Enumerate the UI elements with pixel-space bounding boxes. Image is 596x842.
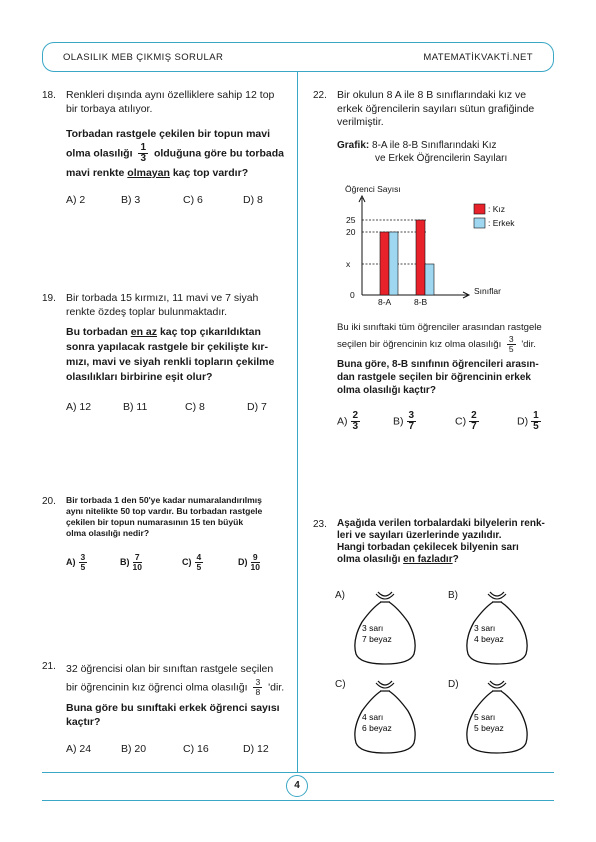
text-line: Bir okulun 8 A ile 8 B sınıflarındaki kız ve [337,89,527,101]
text-span: olma olasılığı [66,147,133,160]
question-22 [313,89,558,165]
bag-text-1: 5 sarı [474,712,496,722]
question-text [66,292,292,319]
numerator: 3 [408,410,415,421]
underlined-word: en fazladır [403,554,453,565]
numerator: 2 [471,410,477,421]
page-header [42,42,554,72]
text-line: mızı, mavi ve siyah renkli topların çekilme [66,356,275,368]
option-b[interactable] [393,411,455,432]
question-text [66,660,294,697]
option-label: B) [393,415,404,428]
numerator: 3 [80,552,86,562]
bar [416,220,425,295]
bag-text-1: 3 sarı [474,623,496,633]
x-axis-label: Sınıflar [474,286,501,296]
legend-swatch [474,204,485,214]
bag-text-2: 7 beyaz [362,634,392,644]
underlined-word: olmayan [127,167,170,179]
bag-icon-a [350,588,420,668]
denominator: 10 [132,562,142,572]
denominator: 5 [533,421,539,432]
bag-text-2: 5 beyaz [474,723,504,733]
denominator: 3 [352,421,359,432]
graph-title: 8-A ile 8-B Sınıflarındaki Kız [372,139,497,151]
text-span: ? [452,554,459,565]
option-d[interactable]: D) 8 [243,194,263,206]
bag-icon-c [350,677,420,757]
fraction [407,411,417,432]
bag-text-1: 4 sarı [362,712,384,722]
numerator: 4 [196,552,202,562]
x-tick-label: 8-B [414,297,428,307]
bag-option-b[interactable] [448,585,458,603]
question-number: 23. [313,519,327,530]
option-label: A) [337,415,348,428]
option-label: B) [120,556,130,567]
text-line: bir torbaya atılıyor. [66,102,153,115]
y-tick-label: 20 [346,227,356,237]
text-line: olma olasılığı kaçtır? [337,385,436,396]
legend-label: : Erkek [488,218,515,228]
denominator: 5 [80,562,86,572]
text-line [337,554,558,566]
bag-text-2: 6 beyaz [362,723,392,733]
graph-title-2: ve Erkek Öğrencilerin Sayıları [375,152,508,164]
y-tick-label: 25 [346,215,356,225]
bar [425,264,434,295]
question-22-continued [337,320,559,432]
bag-option-c[interactable] [335,674,346,692]
text-line: aynı nitelikte 50 top vardır. Bu torbadan rastgele [66,506,263,516]
fraction [195,553,204,572]
text-span: mavi renkte [66,167,125,179]
text-line [66,164,292,182]
fraction [351,411,361,432]
option-label: D) [517,415,529,428]
bar-chart [318,180,554,310]
question-number: 19. [42,293,56,304]
numerator: 1 [533,410,539,421]
fraction [507,335,516,354]
denominator: 8 [255,687,261,697]
text-line: Buna göre bu sınıftaki erkek öğrenci sayısı [66,702,280,714]
question-number: 22. [313,90,327,101]
text-span: kaç top çıkarıldıktan [159,326,261,338]
text-line: çekilen bir topun numarasının 15 ten büyük [66,517,244,527]
text-line: sonra yapılacak rastgele bir çekilişte kır- [66,341,268,353]
text-line: Bu iki sınıftaki tüm öğrenciler arasından rastgele [337,322,542,333]
question-prompt [337,518,558,566]
text-span: 'dir. [521,339,536,351]
fraction [531,411,541,432]
fraction [251,553,260,572]
fraction [469,411,479,432]
option-label: A) [66,556,76,567]
text-line: 32 öğrencisi olan bir sınıftan rastgele seçilen [66,663,274,675]
text-line: olma olasılığı nedir? [66,528,150,538]
option-label: A) [335,590,345,601]
graph-label: Grafik: [337,139,370,151]
text-line [337,335,559,354]
text-line [66,678,294,697]
option-c[interactable]: C) 6 [183,194,203,206]
option-b[interactable]: B) 11 [123,401,148,413]
option-label: D) [238,556,248,567]
option-label: D) [448,679,459,690]
question-prompt [66,125,292,182]
y-tick-label: x [346,259,351,269]
x-tick-label: 8-A [378,297,392,307]
option-d[interactable] [517,411,544,432]
footer-line-bottom [42,800,554,801]
option-c[interactable] [182,553,238,572]
header-site: MATEMATİKVAKTİ.NET [423,52,533,63]
text-span: olduğuna göre bu torbada [153,147,285,160]
fraction [138,143,148,164]
option-label: C) [455,415,467,428]
question-prompt [66,325,292,385]
text-line: Bir torbada 15 kırmızı, 11 mavi ve 7 siyah [66,292,259,304]
text-span: 'dir. [268,681,285,694]
text-line: Torbadan rastgele çekilen bir topun mavi [66,128,271,140]
numerator: 2 [352,410,359,421]
header-title: OLASILIK MEB ÇIKMIŞ SORULAR [63,52,224,63]
question-prompt [66,495,292,539]
y-axis-label: Öğrenci Sayısı [345,184,401,194]
bag-text-1: 3 sarı [362,623,384,633]
fraction [253,678,262,697]
option-b[interactable]: B) 3 [121,194,141,206]
text-line: Renkleri dışında aynı özelliklere sahip 12 top [66,89,275,101]
denominator: 5 [196,562,202,572]
question-21 [42,660,294,757]
text-line: leri ve sayıları üzerlerinde yazılıdır. [337,530,502,541]
numerator: 9 [252,552,258,562]
fraction [133,553,142,572]
option-c[interactable] [455,411,517,432]
text-span: kaç top vardır? [172,167,249,179]
legend-swatch [474,218,485,228]
bag-text-2: 4 beyaz [474,634,504,644]
denominator: 10 [250,562,260,572]
question-18 [42,89,292,208]
option-label: C) [335,679,346,690]
answer-options [66,743,294,757]
question-text [337,320,559,354]
option-label: B) [448,590,458,601]
question-19 [42,292,292,415]
text-line: renkte özdeş toplar bulunmaktadır. [66,305,228,318]
legend-label: : Kız [488,204,506,214]
option-label: C) [182,556,192,567]
column-divider [297,72,298,772]
option-a[interactable]: A) 2 [66,194,86,206]
bag-icon-b [462,588,532,668]
question-20 [42,495,292,572]
bar [380,232,389,295]
numerator: 3 [255,677,261,687]
text-line: Buna göre, 8-B sınıfının öğrencileri arasın- [337,359,539,370]
fraction [79,553,88,572]
question-text [337,89,558,130]
question-prompt [66,701,294,729]
denominator: 3 [140,153,147,164]
footer-line [42,772,554,773]
y-tick-label: 0 [350,290,355,300]
question-number: 18. [42,90,56,101]
option-a[interactable]: A) 12 [66,401,92,413]
denominator: 7 [471,421,477,432]
text-line: Bir torbada 1 den 50'ye kadar numaralandırılmış [66,495,262,505]
bag-option-d[interactable] [448,674,459,692]
bar [389,232,398,295]
graph-caption [337,139,558,165]
text-line [66,143,292,164]
text-line: Hangi torbadan çekilecek bilyenin sarı [337,542,519,553]
option-a[interactable] [337,411,393,432]
option-a[interactable] [66,553,120,572]
text-line: erkek öğrencilerin sayıları sütun grafiğinde [337,102,535,115]
question-text [66,89,292,116]
denominator: 7 [408,421,415,432]
bag-icon-d [462,677,532,757]
text-span: seçilen bir öğrencinin kız olma olasılığı [337,339,502,351]
option-c[interactable]: C) 16 [183,743,209,755]
page-number: 4 [286,775,308,797]
numerator: 3 [508,334,514,344]
answer-options [66,194,292,208]
denominator: 5 [508,344,514,354]
option-d[interactable] [238,553,263,572]
text-line: Aşağıda verilen torbalardaki bilyelerin renk- [337,518,545,529]
option-c[interactable]: C) 8 [185,401,205,413]
option-b[interactable] [120,553,182,572]
text-line: dan rastgele seçilen bir öğrencinin erkek [337,372,531,383]
text-line: olasılıkları birbirine eşit olur? [66,371,213,383]
option-d[interactable]: D) 7 [247,401,267,413]
option-d[interactable]: D) 12 [243,743,269,755]
text-span: Bu torbadan [66,326,128,338]
option-b[interactable]: B) 20 [121,743,147,755]
bag-option-a[interactable] [335,585,345,603]
underlined-word: en az [130,326,158,338]
text-line: kaçtır? [66,716,101,728]
text-span: bir öğrencinin kız öğrenci olma olasılığı [66,681,248,694]
answer-options [66,553,292,572]
option-a[interactable]: A) 24 [66,743,92,755]
numerator: 7 [134,552,140,562]
answer-options [337,411,559,432]
numerator: 1 [140,142,147,153]
text-span: olma olasılığı [337,554,401,565]
question-prompt [337,358,559,397]
text-line [66,325,292,340]
question-number: 21. [42,661,56,672]
text-line: verilmiştir. [337,116,384,128]
question-23 [313,518,558,566]
question-number: 20. [42,496,56,507]
answer-options [66,401,292,415]
